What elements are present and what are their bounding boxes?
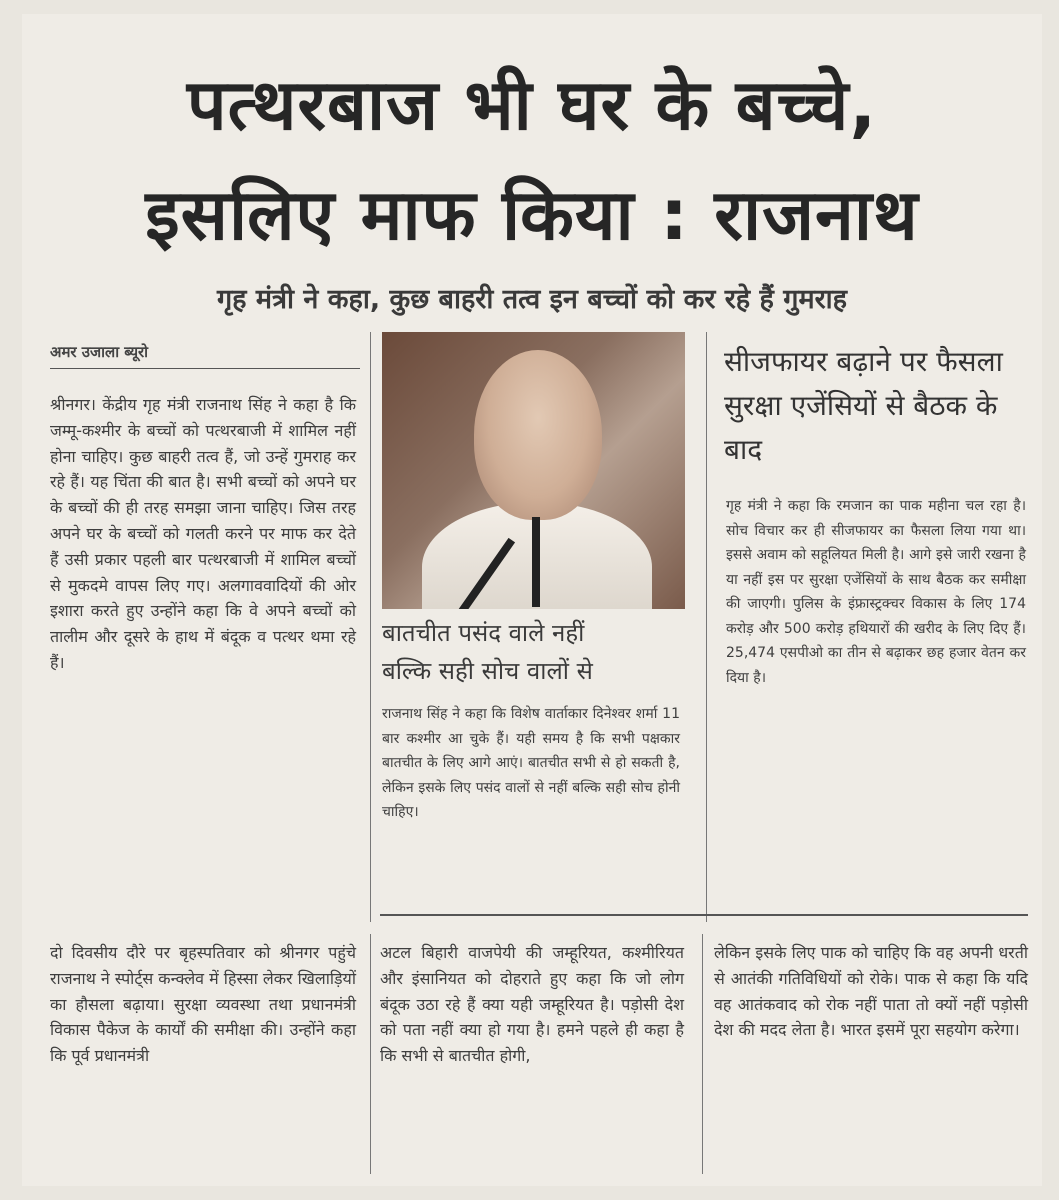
photo-rajnath	[382, 332, 685, 609]
subheadline: गृह मंत्री ने कहा, कुछ बाहरी तत्व इन बच्चों को कर रहे हैं गुमराह	[216, 284, 847, 315]
bottom-right-column: लेकिन इसके लिए पाक को चाहिए कि वह अपनी धरती से आतंकी गतिविधियों को रोके। पाक से कहा कि यदि वह आतंकवाद को रोक नहीं पाता तो क्यों नहीं पड़ोसी देश की मदद लेता है। भारत इसमें पूरा सहयोग करेगा।	[714, 943, 1028, 1040]
column-divider-1	[370, 332, 371, 922]
middle-subtitle	[382, 614, 687, 690]
right-column-top: गृह मंत्री ने कहा कि रमजान का पाक महीना चल रहा है। सोच विचार कर ही सीजफायर का फैसला लिया गया था। इससे अवाम को सहूलियत मिली है। आगे इसे जारी रखना है या नहीं इस पर सुरक्षा एजेंसियों के साथ बैठक कर समीक्षा की जाएगी। पुलिस के इंफ्रास्ट्रक्चर विकास के लिए 174 करोड़ और 500 करोड़ हथियारों की खरीद के लिए दिए हैं। 25,474 एसपीओ का तीन से बढ़ाकर छह हजार वेतन कर दिया है।	[726, 498, 1026, 686]
sidebar-title: सीजफायर बढ़ाने पर फैसला सुरक्षा एजेंसियों से बैठक के बाद	[724, 345, 1003, 466]
headline-line-2: इसलिए माफ किया : राजनाथ	[145, 174, 919, 256]
middle-column-top: राजनाथ सिंह ने कहा कि विशेष वार्ताकार दिनेश्वर शर्मा 11 बार कश्मीर आ चुके हैं। यही समय है कि सभी पक्षकार बातचीत के लिए आगे आएं। बातचीत सभी से हो सकती है, लेकिन इसके लिए पसंद वालों से नहीं बल्कि सही सोच होनी चाहिए।	[382, 706, 680, 820]
newspaper-clipping	[22, 14, 1042, 1186]
byline-rule	[50, 368, 360, 369]
photo-figure-face	[474, 350, 602, 520]
middle-subtitle-line-2: बल्कि सही सोच वालों से	[382, 657, 593, 685]
bottom-middle-column: अटल बिहारी वाजपेयी की जम्हूरियत, कश्मीरियत और इंसानियत को दोहराते हुए कहा कि जो लोग बंदूक उठा रहे हैं क्या यही जम्हूरियत है। पड़ोसी देश को पता नहीं क्या हो गया है। हमने पहले ही कहा है कि सभी से बातचीत होगी,	[380, 943, 684, 1066]
section-rule	[380, 914, 1028, 916]
headline-line-1: पत्थरबाज भी घर के बच्चे,	[186, 64, 878, 146]
middle-subtitle-line-1: बातचीत पसंद वाले नहीं	[382, 619, 585, 647]
byline: अमर उजाला ब्यूरो	[50, 343, 149, 361]
left-column-top: श्रीनगर। केंद्रीय गृह मंत्री राजनाथ सिंह ने कहा है कि जम्मू-कश्मीर के बच्चों को पत्थरबाजी में शामिल नहीं होना चाहिए। कुछ बाहरी तत्व हैं, जो उन्हें गुमराह कर रहे हैं। यह चिंता की बात है। सभी बच्चों को अपने घर के बच्चों की ही तरह समझा जाना चाहिए। जिस तरह अपने घर के बच्चों को गलती करने पर माफ कर देते हैं उसी प्रकार पहली बार पत्थरबाजी में शामिल बच्चों से मुकदमे वापस लिए गए। अलगाववादियों की ओर इशारा करते हुए उन्होंने कहा कि वे अपने बच्चों को तालीम और दूसरे के हाथ में बंदूक व पत्थर थमा रहे हैं।	[50, 395, 356, 672]
column-divider-4	[702, 934, 703, 1174]
column-divider-3	[370, 934, 371, 1174]
microphone-icon	[532, 517, 540, 607]
bottom-left-column: दो दिवसीय दौरे पर बृहस्पतिवार को श्रीनगर पहुंचे राजनाथ ने स्पोर्ट्स कन्क्लेव में हिस्सा लेकर खिलाड़ियों का हौसला बढ़ाया। सुरक्षा व्यवस्था तथा प्रधानमंत्री विकास पैकेज के कार्यों की समीक्षा की। उन्होंने कहा कि पूर्व प्रधानमंत्री	[50, 943, 356, 1066]
column-divider-2	[706, 332, 707, 922]
